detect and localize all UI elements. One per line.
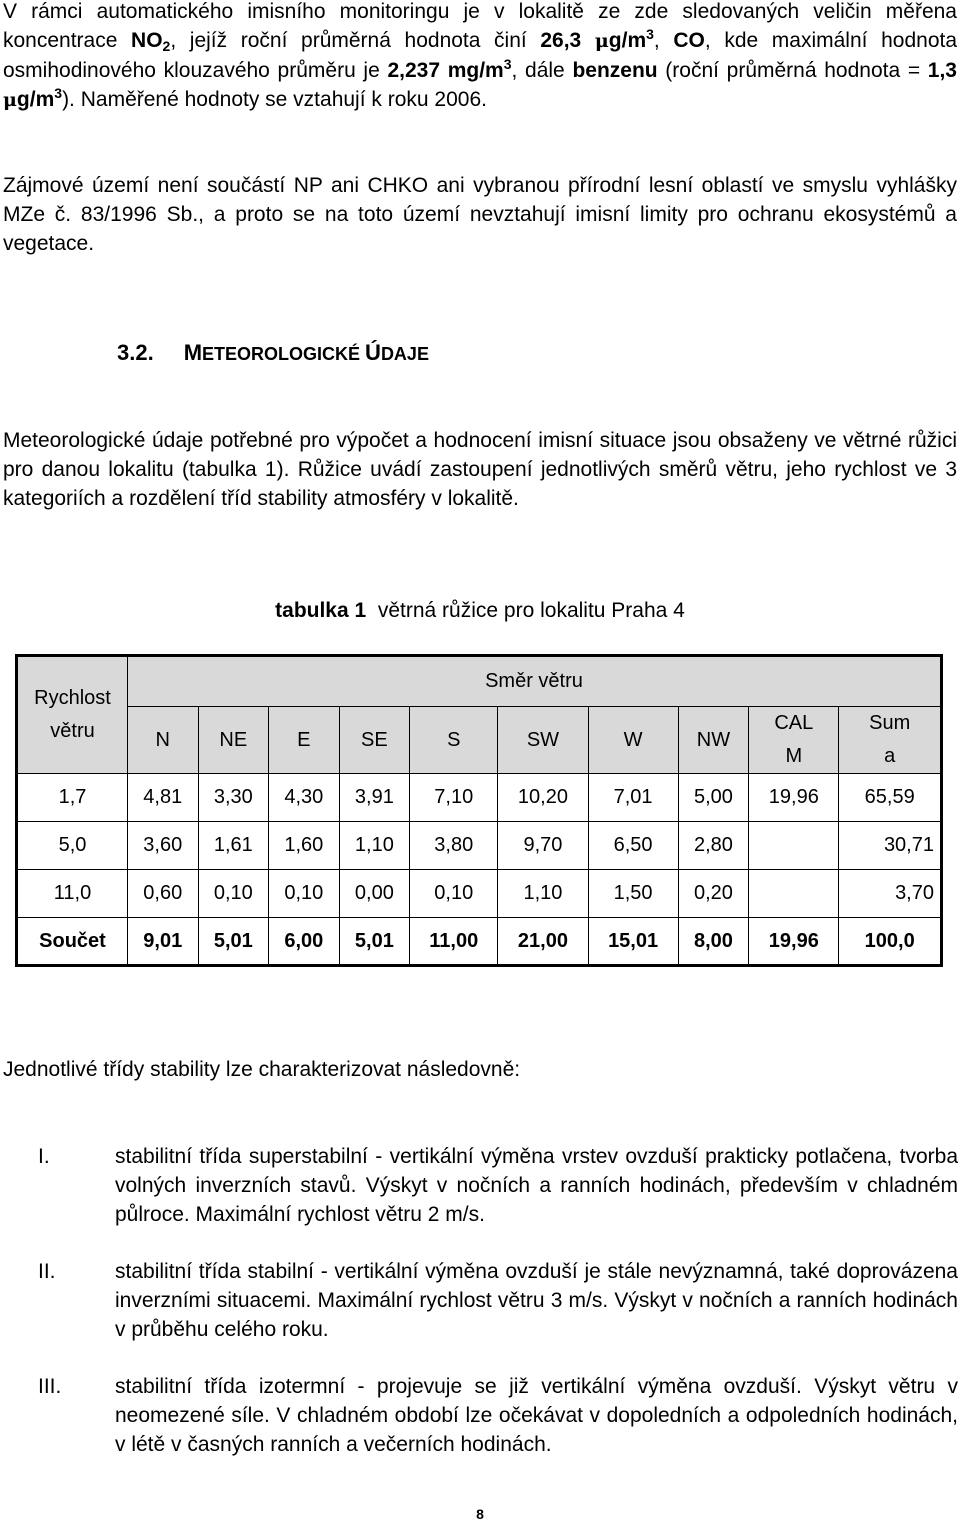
col-e: E <box>269 707 340 774</box>
page-number: 8 <box>476 1506 484 1522</box>
col-ne: NE <box>198 707 269 774</box>
list-item <box>38 1142 958 1229</box>
speed-header: Rychlost větru <box>17 656 128 774</box>
col-calm: CAL M <box>749 707 839 774</box>
table-row: 5,0 3,60 1,61 1,60 1,10 3,80 9,70 6,50 2,80 30,71 <box>17 822 942 870</box>
col-w: W <box>588 707 678 774</box>
section-heading: 3.2. METEOROLOGICKÉ ÚDAJE <box>117 340 429 365</box>
table-caption: tabulka 1 větrná růžice pro lokalitu Praha 4 <box>275 599 685 622</box>
wind-rose-table <box>15 654 943 967</box>
list-item <box>38 1372 958 1459</box>
list-text: stabilitní třída stabilní - vertikální výměna ovzduší je stále nevýznamná, také doprovázena inverzními situacemi. Maximální rychlost větru 3 m/s. Výskyt v nočních a ranních hodinách v průběhu celého roku. <box>115 1260 958 1341</box>
mu-symbol: μ <box>594 30 609 52</box>
table-total-row: Součet 9,01 5,01 6,00 5,01 11,00 21,00 15,01 8,00 19,96 100,0 <box>17 918 942 966</box>
list-text: stabilitní třída izotermní - projevuje se již vertikální výměna ovzduší. Výskyt větru v neomezené síle. V chladném období lze očekávat v dopoledních a odpoledních hodinách, v létě v časných ranních a večerních hodinách. <box>115 1375 958 1456</box>
list-number: III. <box>38 1375 62 1398</box>
protected-area-paragraph: Zájmové území není součástí NP ani CHKO ani vybranou přírodní lesní oblastí ve smyslu vyhlášky MZe č. 83/1996 Sb., a proto se na toto území nevztahují imisní limity pro ochranu ekosystémů a vegetace. <box>3 174 957 255</box>
table-row: 1,7 4,81 3,30 4,30 3,91 7,10 10,20 7,01 5,00 19,96 65,59 <box>17 774 942 822</box>
intro-paragraph: V rámci automatického imisního monitoringu je v lokalitě ze zde sledovaných veličin měřena koncentrace $NO_2$, jejíž roční průměrná hodnota činí 26,3 $\mu g/m^3$, CO, kde maximální hodnota osmihodinového klouzavého průměru je 2,237 $mg/m^3$, dále benzenu (roční průměrná hodnota = 1,3 $\mu g/m^3$). Naměřené hodnoty se vztahují k roku 2006. <box>3 0 958 111</box>
col-sw: SW <box>498 707 588 774</box>
stability-intro: Jednotlivé třídy stability lze charakterizovat následovně: <box>3 1058 521 1081</box>
list-number: I. <box>38 1145 50 1168</box>
col-s: S <box>410 707 498 774</box>
table-subheader-row <box>17 707 942 774</box>
col-sum: Sum a <box>839 707 942 774</box>
table-row: 11,0 0,60 0,10 0,10 0,00 0,10 1,10 1,50 0,20 3,70 <box>17 870 942 918</box>
direction-group-header: Směr větru <box>128 656 942 707</box>
table-header-row <box>17 656 942 707</box>
list-number: II. <box>38 1260 56 1283</box>
list-item <box>38 1257 958 1344</box>
meteo-paragraph: Meteorologické údaje potřebné pro výpočet a hodnocení imisní situace jsou obsaženy ve větrné růžici pro danou lokalitu (tabulka 1). Růžice uvádí zastoupení jednotlivých směrů větru, jeho rychlost ve 3 kategoriích a rozdělení tříd stability atmosféry v lokalitě. <box>3 429 957 510</box>
col-se: SE <box>339 707 410 774</box>
list-text: stabilitní třída superstabilní - vertikální výměna vrstev ovzduší prakticky potlačena, tvorba volných inverzních stavů. Výskyt v nočních a ranních hodinách, především v chladném půlroce. Maximální rychlost větru 2 m/s. <box>115 1145 958 1226</box>
col-nw: NW <box>678 707 749 774</box>
col-n: N <box>128 707 199 774</box>
